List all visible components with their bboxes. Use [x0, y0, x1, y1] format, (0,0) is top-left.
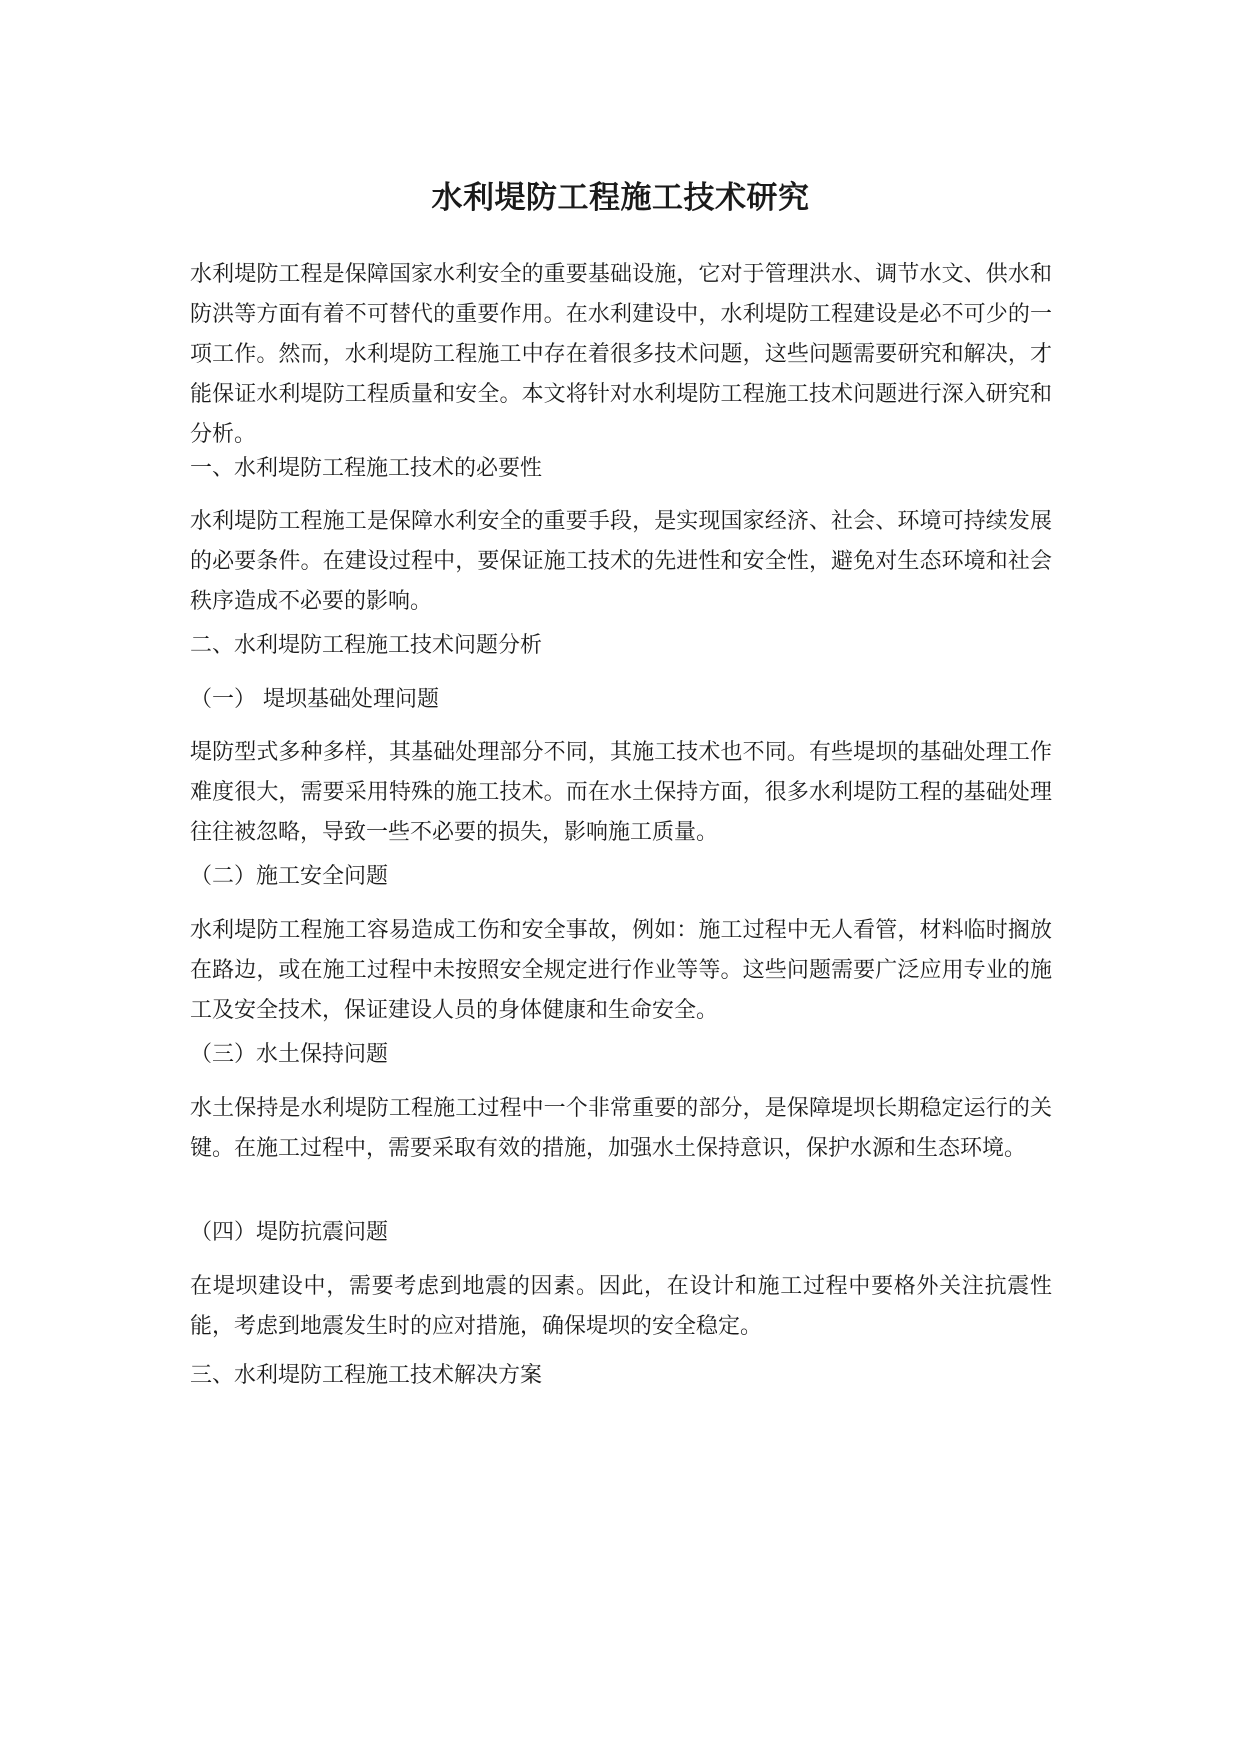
section-1-paragraph: 水利堤防工程施工是保障水利安全的重要手段，是实现国家经济、社会、环境可持续发展的必要条件。在建设过程中，要保证施工技术的先进性和安全性，避免对生态环境和社会秩序造成不必要的影响。 — [190, 509, 1052, 614]
subsection-3-paragraph: 水土保持是水利堤防工程施工过程中一个非常重要的部分，是保障堤坝长期稳定运行的关键。在施工过程中，需要采取有效的措施，加强水土保持意识，保护水源和生态环境。 — [190, 1096, 1052, 1161]
subsection-3-heading: （三）水土保持问题 — [190, 1042, 389, 1067]
subsection-1-paragraph: 堤防型式多种多样，其基础处理部分不同，其施工技术也不同。有些堤坝的基础处理工作难度很大，需要采用特殊的施工技术。而在水土保持方面，很多水利堤防工程的基础处理往往被忽略，导致一些不必要的损失，影响施工质量。 — [190, 740, 1052, 845]
section-3-heading: 三、水利堤防工程施工技术解决方案 — [190, 1363, 543, 1388]
section-2-heading: 二、水利堤防工程施工技术问题分析 — [190, 633, 543, 658]
subsection-2-heading: （二）施工安全问题 — [190, 864, 389, 889]
subsection-4-paragraph: 在堤坝建设中，需要考虑到地震的因素。因此，在设计和施工过程中要格外关注抗震性能，考虑到地震发生时的应对措施，确保堤坝的安全稳定。 — [190, 1274, 1052, 1339]
document-title: 水利堤防工程施工技术研究 — [431, 180, 810, 216]
subsection-4-heading: （四）堤防抗震问题 — [190, 1220, 389, 1245]
section-1-heading: 一、水利堤防工程施工技术的必要性 — [190, 456, 543, 481]
subsection-1-heading: （一） 堤坝基础处理问题 — [190, 687, 439, 712]
subsection-2-paragraph: 水利堤防工程施工容易造成工伤和安全事故，例如：施工过程中无人看管，材料临时搁放在路边，或在施工过程中未按照安全规定进行作业等等。这些问题需要广泛应用专业的施工及安全技术，保证建设人员的身体健康和生命安全。 — [190, 918, 1052, 1023]
intro-paragraph: 水利堤防工程是保障国家水利安全的重要基础设施，它对于管理洪水、调节水文、供水和防洪等方面有着不可替代的重要作用。在水利建设中，水利堤防工程建设是必不可少的一项工作。然而，水利堤防工程施工中存在着很多技术问题，这些问题需要研究和解决，才能保证水利堤防工程质量和安全。本文将针对水利堤防工程施工技术问题进行深入研究和分析。 — [190, 262, 1052, 447]
